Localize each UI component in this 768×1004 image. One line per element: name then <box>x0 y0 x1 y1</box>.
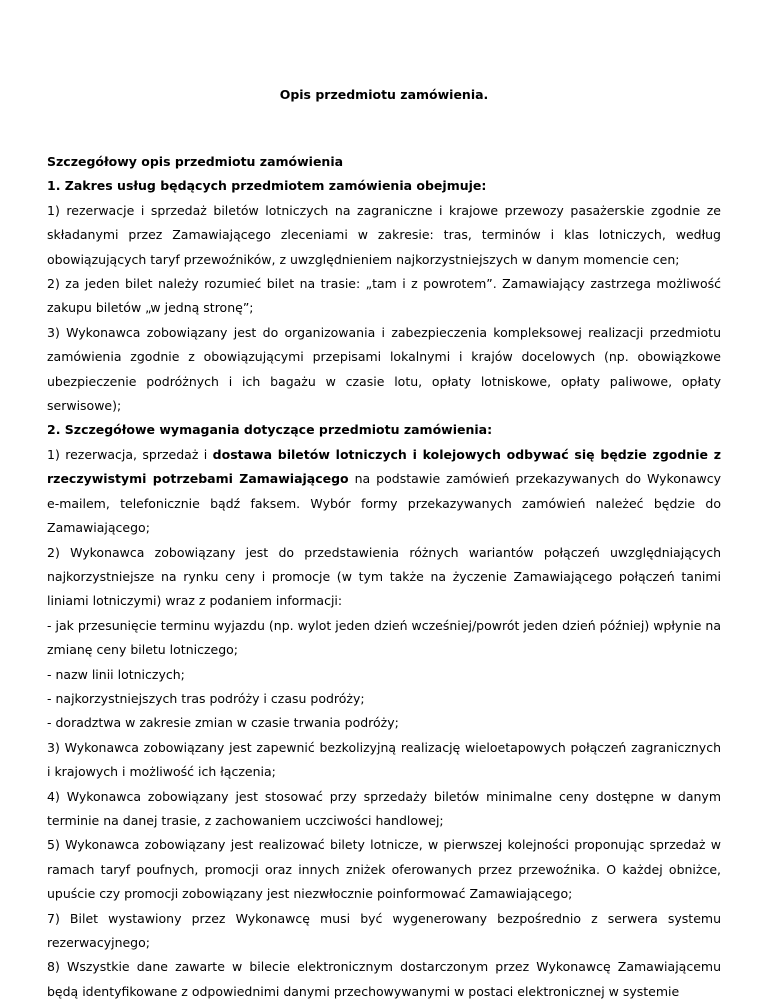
section-2-dash-3: - najkorzystniejszych tras podróży i czasu podróży; <box>47 690 365 706</box>
section-2-item-1-pre: 1) rezerwacja, sprzedaż i <box>47 446 213 462</box>
section-2-item-1-bold: dostawa biletów lotniczych i kolejowych odbywać się będzie zgodnie z rzeczywistymi potrzebami Zamawiającego <box>47 446 722 487</box>
document-body <box>47 150 721 1004</box>
section-2-dash-2: - nazw linii lotniczych; <box>47 666 185 682</box>
section-2-item-1-post: na podstawie zamówień przekazywanych do Wykonawcy e-mailem, telefonicznie bądź faksem. Wybór formy przekazywanych zamówień należeć będzie do Zamawiającego; <box>47 471 721 536</box>
section-2-item-2: 2) Wykonawca zobowiązany jest do przedstawienia różnych wariantów połączeń uwzględniających najkorzystniejsze na rynku ceny i promocje (w tym także na życzenie Zamawiającego połączeń tanimi liniami lotniczymi) wraz z podaniem informacji: <box>47 544 721 609</box>
section-2-item-1 <box>47 443 721 541</box>
main-heading: Szczegółowy opis przedmiotu zamówienia <box>47 154 344 169</box>
section-1-heading: 1. Zakres usług będących przedmiotem zamówienia obejmuje: <box>47 178 487 194</box>
document-title: Opis przedmiotu zamówienia. <box>279 87 489 102</box>
section-2-item-8: 8) Wszystkie dane zawarte w bilecie elektronicznym dostarczonym przez Wykonawcę Zamawiającemu będą identyfikowane z odpowiednimi danymi przechowywanymi w postaci elektronicznej w systemie <box>47 959 721 999</box>
section-2-item-7: 7) Bilet wystawiony przez Wykonawcę musi być wygenerowany bezpośrednio z serwera systemu rezerwacyjnego; <box>47 910 721 950</box>
section-2-dash-1: - jak przesunięcie terminu wyjazdu (np. wylot jeden dzień wcześniej/powrót jeden dzień później) wpłynie na zmianę ceny biletu lotniczego; <box>47 617 721 658</box>
section-1-item-3: 3) Wykonawca zobowiązany jest do organizowania i zabezpieczenia kompleksowej realizacji przedmiotu zamówienia zgodnie z obowiązującymi przepisami lokalnymi i krajów docelowych (np. obowiązkowe ubezpieczenie podróżnych i ich bagażu w czasie lotu, opłaty lotniskowe, opłaty paliwowe, opłaty serwisowe); <box>47 324 721 414</box>
section-2-dash-4: - doradztwa w zakresie zmian w czasie trwania podróży; <box>47 715 399 731</box>
section-2-item-3: 3) Wykonawca zobowiązany jest zapewnić bezkolizyjną realizację wieloetapowych połączeń zagranicznych i krajowych i możliwość ich łączenia; <box>47 739 721 780</box>
section-2-item-5: 5) Wykonawca zobowiązany jest realizować bilety lotnicze, w pierwszej kolejności proponując sprzedaż w ramach taryf poufnych, promocji oraz innych zniżek oferowanych przez przewoźnika. O każdej obniżce, upuście czy promocji zobowiązany jest niezwłocznie poinformować Zamawiającego; <box>47 837 721 902</box>
section-1-item-2: 2) za jeden bilet należy rozumieć bilet na trasie: „tam i z powrotem”. Zamawiający zastrzega możliwość zakupu biletów „w jedną stronę”; <box>47 276 721 316</box>
section-2-item-4: 4) Wykonawca zobowiązany jest stosować przy sprzedaży biletów minimalne ceny dostępne w danym terminie na danej trasie, z zachowaniem uczciwości handlowej; <box>47 788 721 828</box>
section-2-heading: 2. Szczegółowe wymagania dotyczące przedmiotu zamówienia: <box>47 422 493 438</box>
section-1-item-1: 1) rezerwacje i sprzedaż biletów lotniczych na zagraniczne i krajowe przewozy pasażerskie zgodnie ze składanymi przez Zamawiającego zleceniami w zakresie: tras, terminów i klas lotniczych, według obowiązujących taryf przewoźników, z uwzględnieniem najkorzystniejszych w danym momencie cen; <box>47 202 721 267</box>
